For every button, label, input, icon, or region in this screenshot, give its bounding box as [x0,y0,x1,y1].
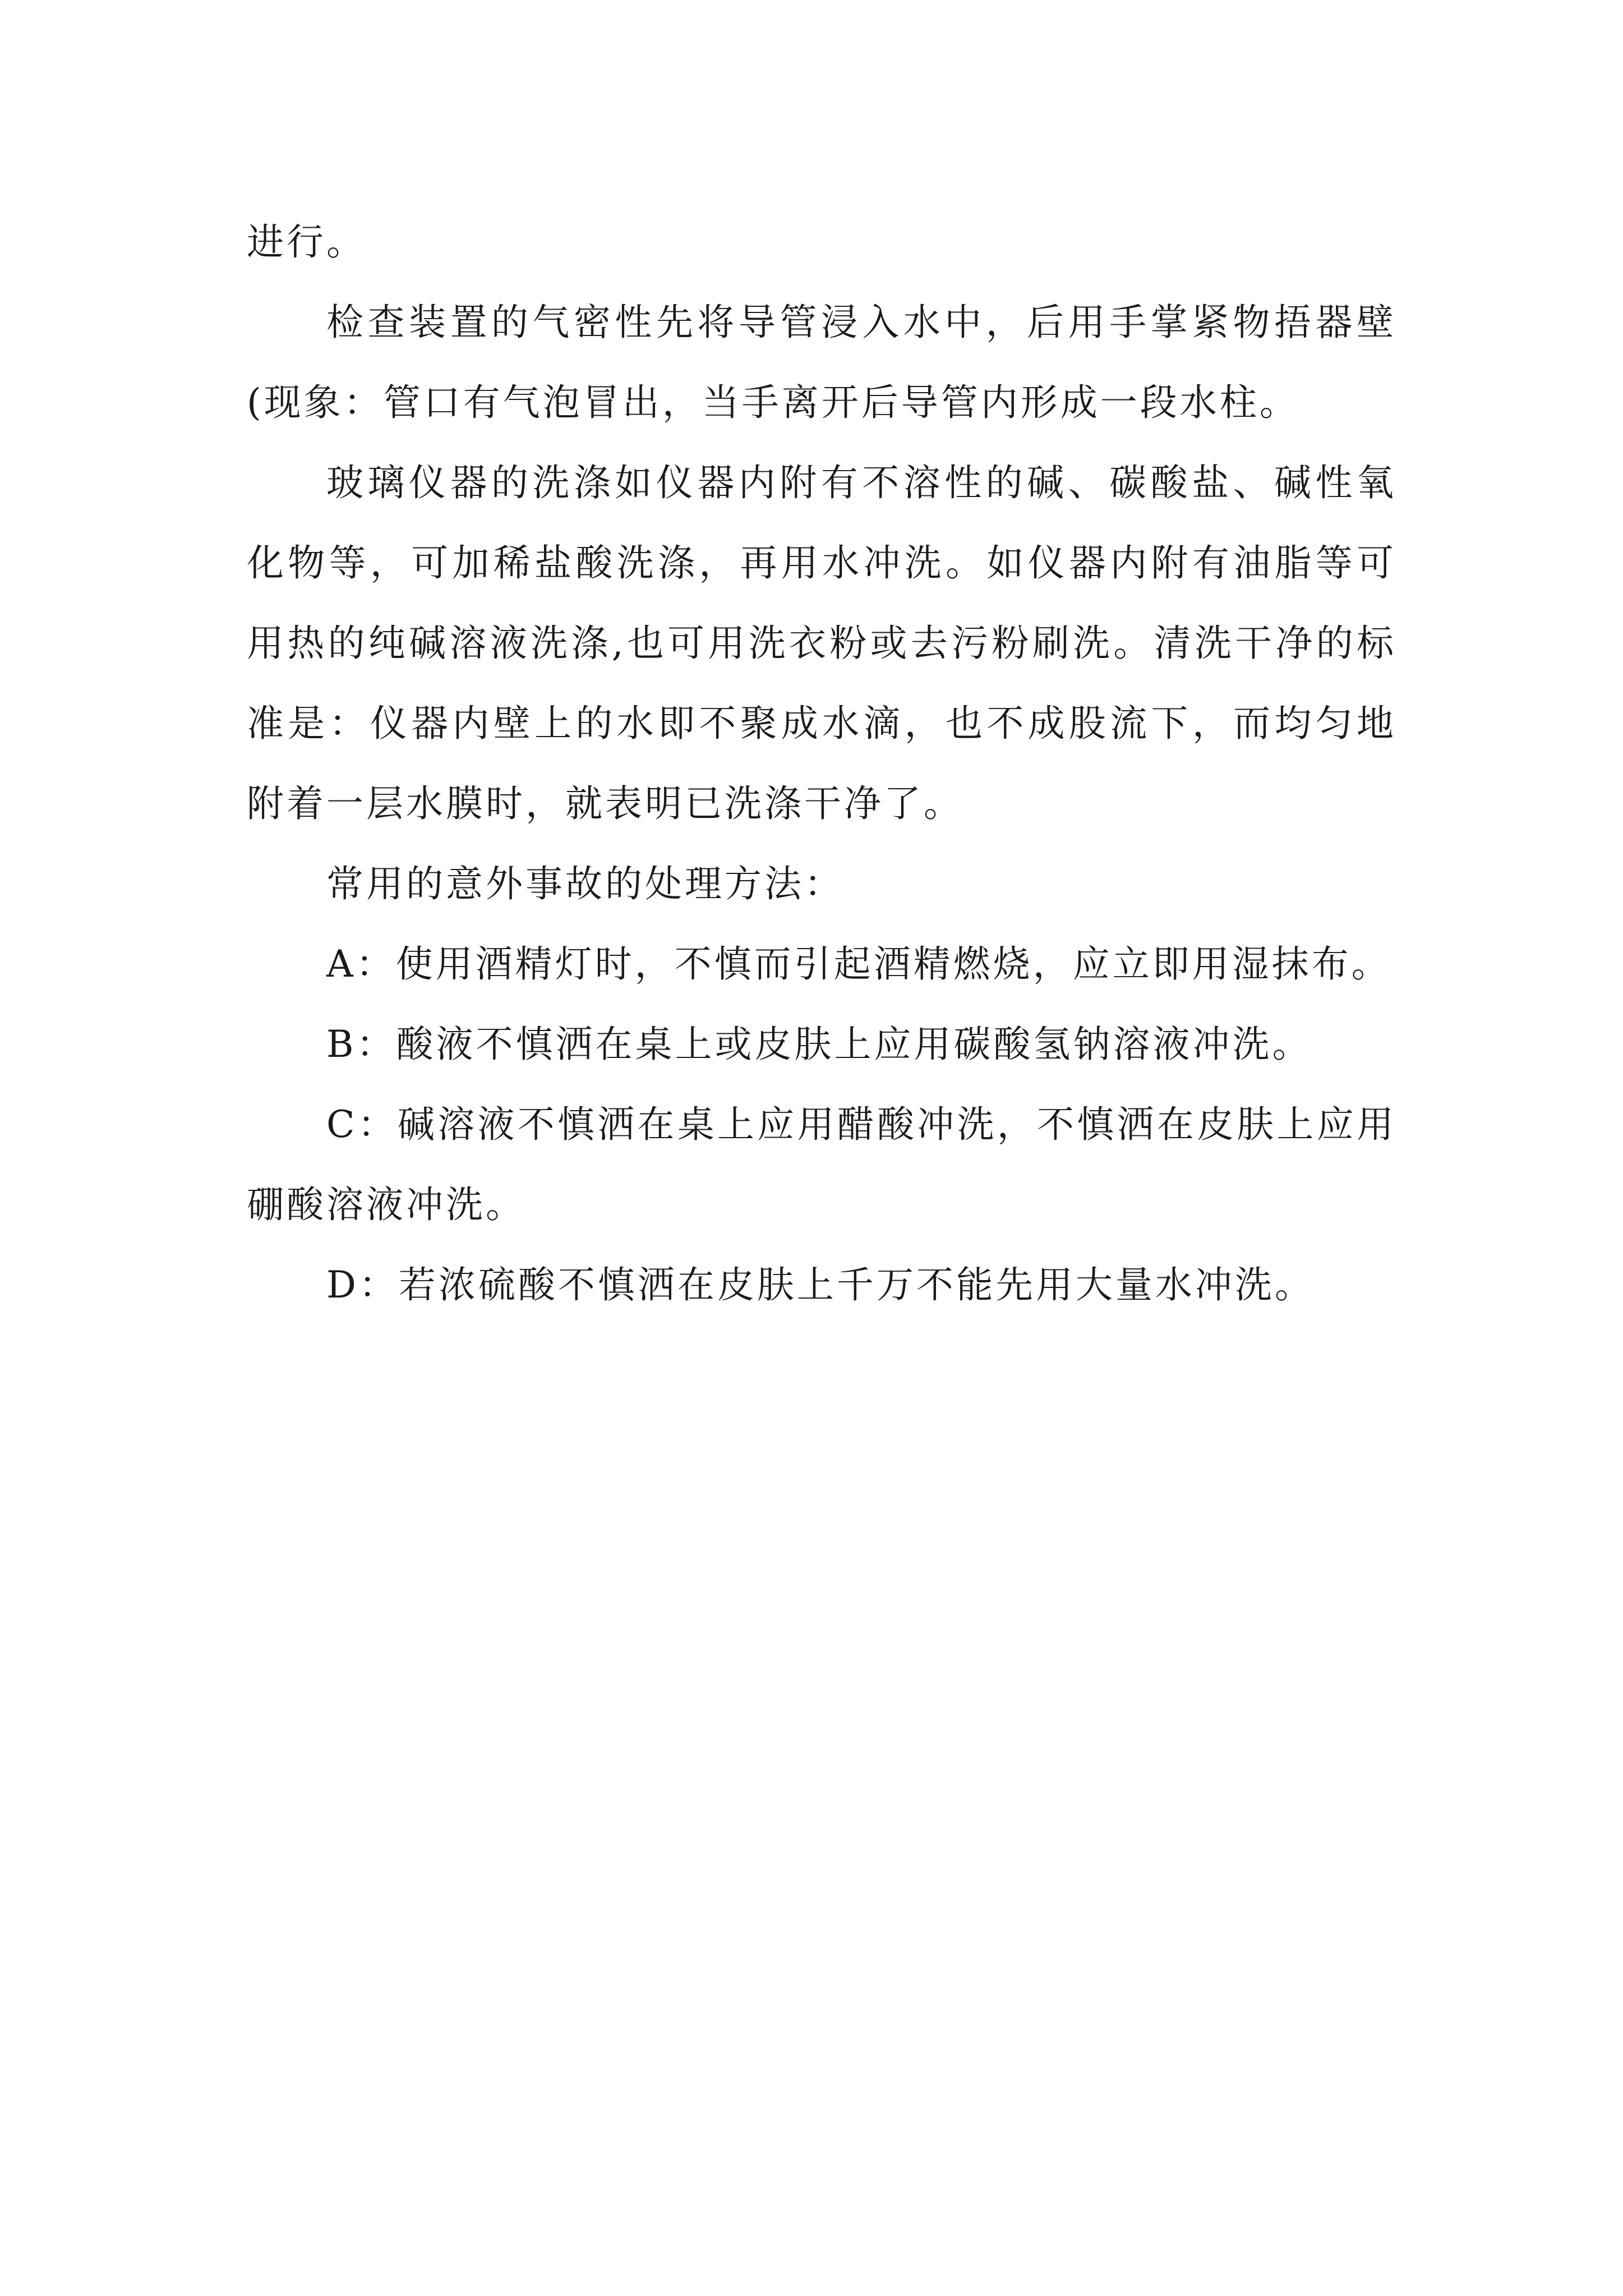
paragraph-item-a: A：使用酒精灯时，不慎而引起酒精燃烧，应立即用湿抹布。 [326,942,1391,986]
paragraph-glassware-washing: 玻璃仪器的洗涤如仪器内附有不溶性的碱、碳酸盐、碱性氧化物等，可加稀盐酸洗涤，再用水冲洗。如仪器内附有油脂等可用热的纯碱溶液洗涤,也可用洗衣粉或去污粉刷洗。清洗干净的标准是：仪器内壁上的水即不聚成水滴，也不成股流下，而均匀地附着一层水膜时，就表明已洗涤干净了。 [247,461,1396,825]
paragraph-accident-heading: 常用的意外事故的处理方法： [326,862,844,905]
paragraph-item-d: D：若浓硫酸不慎洒在皮肤上千万不能先用大量水冲洗。 [326,1263,1315,1306]
paragraph-item-b: B：酸液不慎洒在桌上或皮肤上应用碳酸氢钠溶液冲洗。 [326,1023,1312,1066]
paragraph-airtightness-check: 检查装置的气密性先将导管浸入水中，后用手掌紧物捂器壁(现象：管口有气泡冒出，当手离开后导管内形成一段水柱。 [247,301,1396,424]
paragraph-continuation: 进行。 [247,220,366,264]
document-body [247,202,1396,1325]
paragraph-item-c: C：碱溶液不慎洒在桌上应用醋酸冲洗，不慎洒在皮肤上应用硼酸溶液冲洗。 [247,1103,1396,1226]
